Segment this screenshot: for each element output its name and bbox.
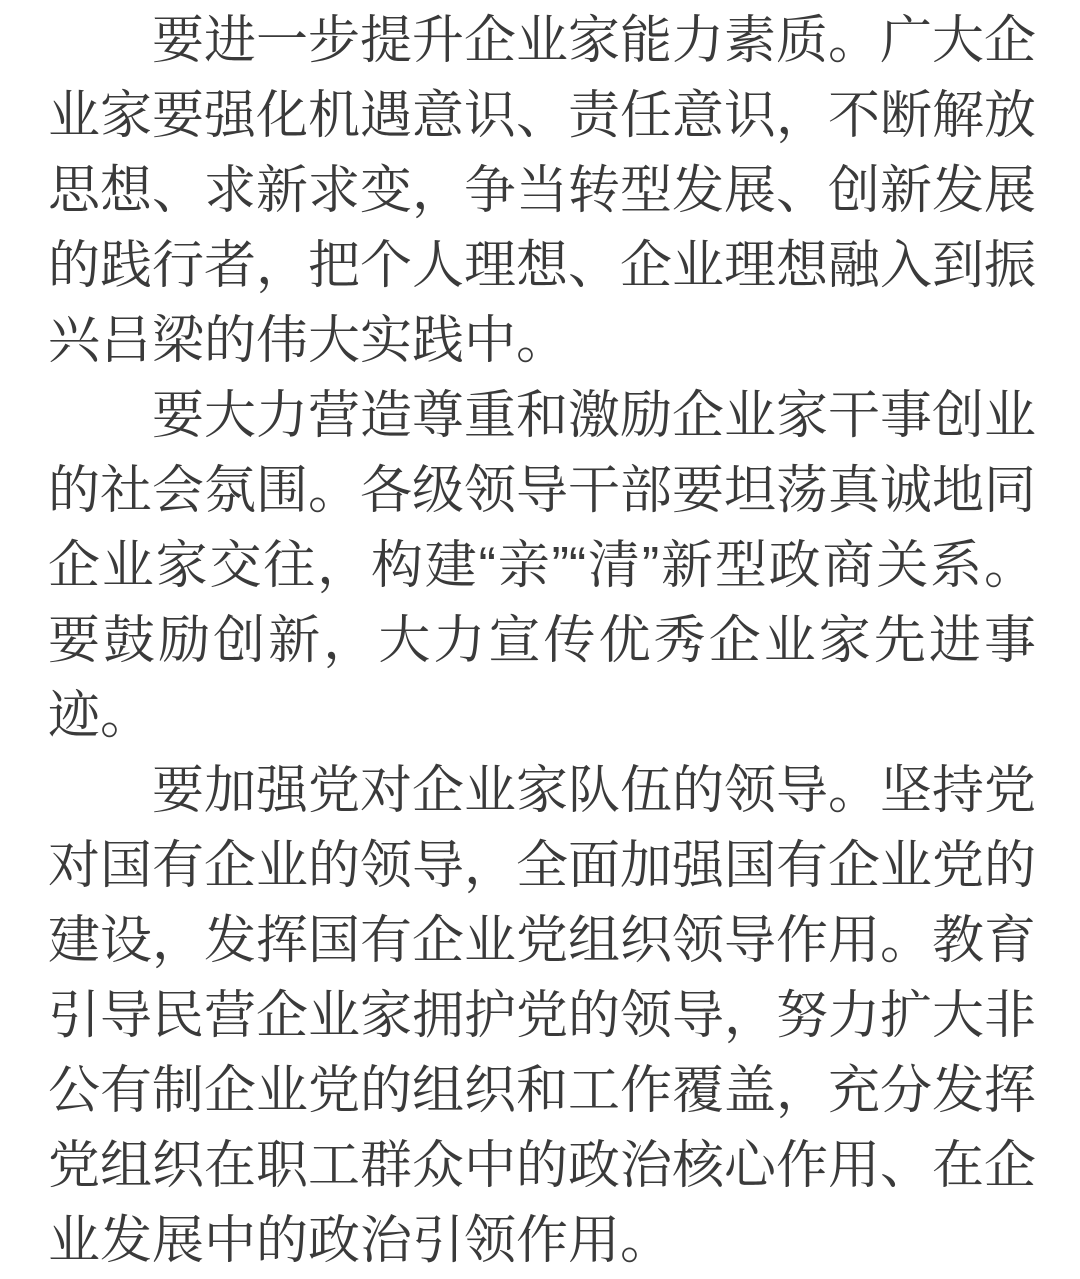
article-paragraph-2: 要大力营造尊重和激励企业家干事创业的社会氛围。各级领导干部要坦荡真诚地同企业家交往，构建“亲”“清”新型政商关系。要鼓励创新，大力宣传优秀企业家先进事迹。 (48, 387, 1037, 745)
article-paragraph-1: 要进一步提升企业家能力素质。广大企业家要强化机遇意识、责任意识，不断解放思想、求新求变，争当转型发展、创新发展的践行者，把个人理想、企业理想融入到振兴吕梁的伟大实践中。 (48, 12, 1037, 370)
article-paragraph-3: 要加强党对企业家队伍的领导。坚持党对国有企业的领导，全面加强国有企业党的建设，发挥国有企业党组织领导作用。教育引导民营企业家拥护党的领导，努力扩大非公有制企业党的组织和工作覆盖，充分发挥党组织在职工群众中的政治核心作用、在企业发展中的政治引领作用。 (48, 762, 1037, 1270)
